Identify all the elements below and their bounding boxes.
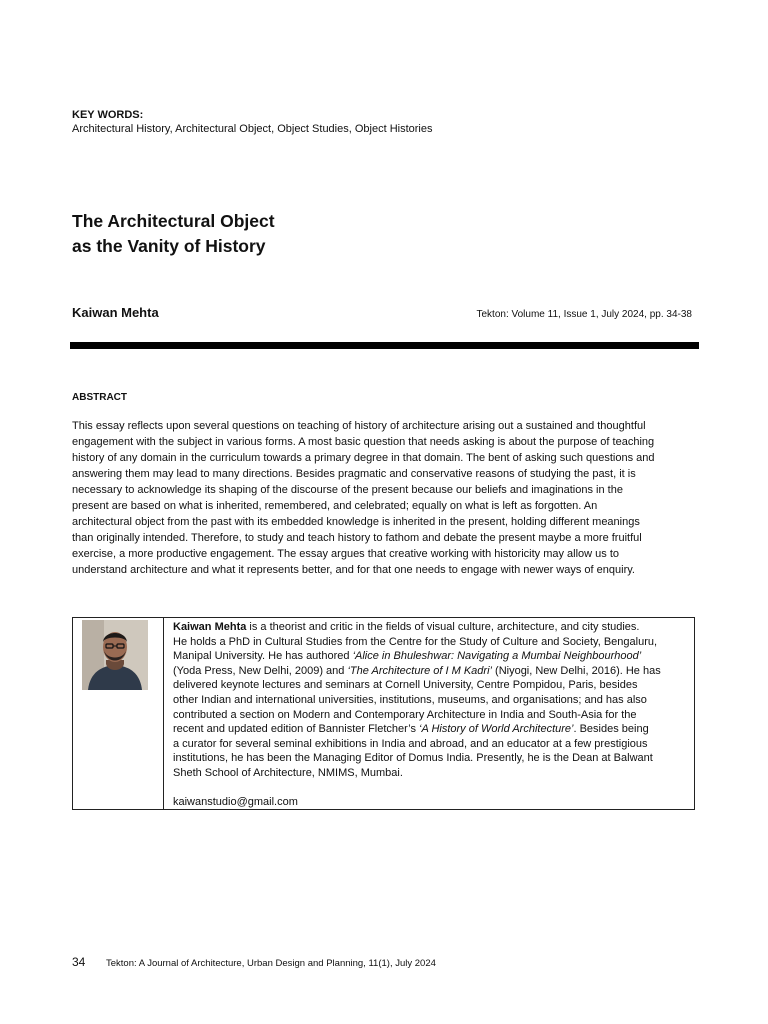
abstract-heading: ABSTRACT — [72, 392, 127, 403]
bio-line — [173, 620, 694, 635]
bio-text-span: (Yoda Press, New Delhi, 2009) and — [173, 664, 348, 677]
title-line-1: The Architectural Object — [72, 211, 275, 231]
photo-cell — [73, 618, 164, 809]
bio-line: delivered keynote lectures and seminars at Cornell University, Centre Pompidou, Paris, besides — [173, 679, 638, 692]
keywords-list: Architectural History, Architectural Object, Object Studies, Object Histories — [72, 123, 433, 135]
author-email[interactable]: kaiwanstudio@gmail.com — [173, 795, 298, 808]
author-photo — [82, 620, 148, 690]
header-divider — [70, 342, 699, 349]
bio-line: contributed a section on Modern and Contemporary Architecture in India and South-Asia for the — [173, 708, 637, 721]
bio-text-span: Manipal University. He has authored — [173, 650, 353, 663]
bio-line: other Indian and international universities, institutions, museums, and organisations; and has also — [173, 693, 647, 706]
abstract-line: than originally intended. Therefore, to study and teach history to fathom and debate the present maybe a more fruitful — [72, 532, 642, 544]
bio-line — [173, 664, 694, 679]
page-footer — [72, 955, 436, 969]
book-title: ‘The Architecture of I M Kadri’ — [347, 664, 492, 677]
article-title — [72, 209, 275, 259]
abstract-line: This essay reflects upon several questions on teaching of history of architecture arising out a sustained and thoughtful — [72, 420, 646, 432]
title-line-2: as the Vanity of History — [72, 236, 266, 256]
bio-line: institutions, he has been the Managing Editor of Domus India. Presently, he is the Dean at Balwant — [173, 752, 653, 765]
keywords-heading: KEY WORDS: — [72, 109, 144, 121]
book-title: ‘Alice in Bhuleshwar: Navigating a Mumbai Neighbourhood’ — [352, 650, 642, 663]
citation: Tekton: Volume 11, Issue 1, July 2024, pp. 34-38 — [476, 309, 692, 320]
bio-text-span: is a theorist and critic in the fields of visual culture, architecture, and city studies. — [246, 621, 640, 633]
author-bio-box — [72, 617, 695, 810]
bio-line: He holds a PhD in Cultural Studies from the Centre for the Study of Culture and Society, Bengaluru, — [173, 635, 658, 648]
abstract-line: necessary to acknowledge its shaping of the discourse of the present because our beliefs and imaginations in the — [72, 484, 623, 496]
abstract-line: exercise, a more productive engagement. The essay argues that creative working with historicity may allow us to — [72, 548, 619, 560]
abstract-body — [72, 418, 702, 578]
book-title: ‘A History of World Architecture’ — [419, 723, 574, 736]
author-portrait-icon — [82, 620, 148, 690]
bio-text — [164, 618, 694, 809]
bio-name: Kaiwan Mehta — [173, 621, 247, 633]
bio-line: a curator for several seminal exhibitions in India and abroad, and an educator at a few prestigious — [173, 737, 648, 750]
abstract-line: engagement with the subject in various forms. A most basic question that needs asking is about the purpose of teaching — [72, 436, 655, 448]
journal-reference: Tekton: A Journal of Architecture, Urban Design and Planning, 11(1), July 2024 — [106, 958, 436, 969]
bio-line — [173, 649, 694, 664]
bio-line: Sheth School of Architecture, NMIMS, Mumbai. — [173, 766, 403, 779]
page-number: 34 — [72, 955, 86, 969]
abstract-line: history of any domain in the curriculum towards a primary degree in that domain. The bent of asking such questions and — [72, 452, 655, 464]
abstract-line: answering them may lead to many directions. Besides pragmatic and conservative reasons of studying the past, it is — [72, 468, 636, 480]
bio-text-span: (Niyogi, New Delhi, 2016). He has — [491, 664, 661, 677]
bio-text-span: . Besides being — [573, 723, 649, 736]
abstract-line: present are based on what is inherited, remembered, and celebrated; equally on what is left as forgotten. An — [72, 500, 598, 512]
bio-text-span: recent and updated edition of Bannister Fletcher’s — [173, 723, 420, 736]
abstract-line: architectural object from the past with its embedded knowledge is inherited in the present, holding different meanings — [72, 516, 640, 528]
author-name: Kaiwan Mehta — [72, 305, 159, 320]
abstract-line: understand architecture and what it represents better, and for that one needs to engage with newer ways of enquiry. — [72, 564, 635, 576]
bio-line — [173, 722, 694, 737]
